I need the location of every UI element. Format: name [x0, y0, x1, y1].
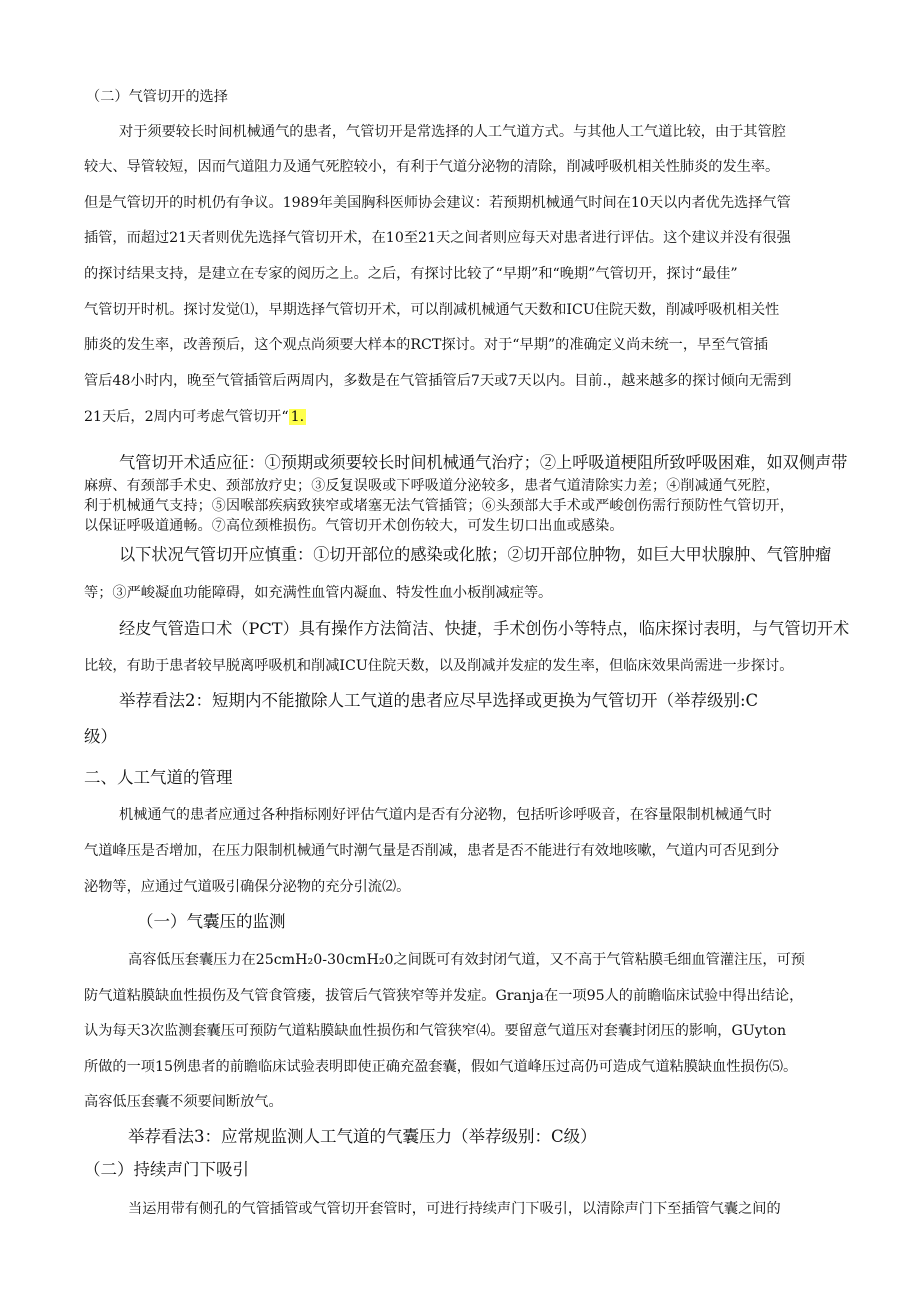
paragraph-line: 的探讨结果支持，是建立在专家的阅历之上。之后，有探讨比较了“早期”和“晚期”气管切开，探讨“最佳”: [84, 266, 738, 282]
recommendation-2: 举荐看法2：短期内不能撤除人工气道的患者应尽早选择或更换为气管切开（举荐级别:C: [119, 691, 759, 710]
paragraph-line: 认为每天3次监测套囊压可预防气道粘膜缺血性损伤和气管狭窄⑷。要留意气道压对套囊封闭压的影响，GUyton: [84, 1023, 787, 1039]
indications-line: 以保证呼吸道通畅。⑦高位颈椎损伤。气管切开术创伤较大，可发生切口出血或感染。: [84, 518, 624, 534]
recommendation-3: 举荐看法3：应常规监测人工气道的气囊压力（举荐级别：C级）: [128, 1127, 597, 1146]
paragraph-line: 所做的一项15例患者的前瞻临床试验表明即使正确充盈套囊，假如气道峰压过高仍可造成气道粘膜缺血性损伤⑸。: [84, 1059, 798, 1075]
section-heading-airway-management: 二、人工气道的管理: [84, 768, 233, 787]
paragraph-line: 高容低压套囊不须要间断放气。: [84, 1094, 283, 1110]
section-heading-tracheotomy-choice: （二）气管切开的选择: [86, 89, 228, 105]
paragraph-line: 管后48小时内，晚至气管插管后两周内，多数是在气管插管后7天或7天以内。目前.，越来越多的探讨倾向无需到: [84, 373, 792, 389]
highlighted-reference: 1.: [290, 409, 305, 425]
paragraph-line: 机械通气的患者应通过各种指标刚好评估气道内是否有分泌物，包括听诊呼吸音，在容量限制机械通气时: [119, 807, 772, 823]
paragraph-line: 泌物等，应通过气道吸引确保分泌物的充分引流⑵。: [84, 879, 411, 895]
contraindications-line: 以下状况气管切开应慎重：①切开部位的感染或化脓；②切开部位肿物，如巨大甲状腺肿、气管肿瘤: [119, 545, 832, 564]
paragraph-line: 当运用带有侧孔的气管插管或气管切开套管时，可进行持续声门下吸引，以清除声门下至插管气囊之间的: [128, 1201, 781, 1217]
subsection-heading-subglottic-suction: （二）持续声门下吸引: [84, 1160, 249, 1179]
indications-line: 气管切开术适应征：①预期或须要较长时间机械通气治疗；②上呼吸道梗阻所致呼吸困难，如双侧声带: [119, 453, 848, 472]
contraindications-line: 等；③严峻凝血功能障碍，如充满性血管内凝血、特发性血小板削减症等。: [84, 585, 553, 601]
paragraph-line: 但是气管切开的时机仍有争议。1989年美国胸科医师协会建议：若预期机械通气时间在10天以内者优先选择气管: [84, 195, 791, 211]
paragraph-line: 高容低压套囊压力在25cmH₂0-30cmH₂0之间既可有效封闭气道，又不高于气管粘膜毛细血管灌注压，可预: [128, 952, 805, 968]
paragraph-line: 气道峰压是否增加，在压力限制机械通气时潮气量是否削减，患者是否不能进行有效地咳嗽，气道内可否见到分: [84, 843, 780, 859]
pct-line: 比较，有助于患者较早脱离呼吸机和削减ICU住院天数，以及削减并发症的发生率，但临床效果尚需进一步探讨。: [84, 658, 794, 674]
paragraph-line: 气管切开时机。探讨发觉⑴，早期选择气管切开术，可以削减机械通气天数和ICU住院天数，削减呼吸机相关性: [84, 302, 780, 318]
indications-line: 麻痹、有颈部手术史、颈部放疗史；③反复误吸或下呼吸道分泌较多，患者气道清除实力差；④削减通气死腔，: [84, 478, 780, 494]
paragraph-line: [84, 407, 306, 427]
paragraph-line: 插管，而超过21天者则优先选择气管切开术，在10至21天之间者则应每天对患者进行评估。这个建议并没有很强: [84, 230, 791, 246]
paragraph-line: 肺炎的发生率，改善预后，这个观点尚须要大样本的RCT探讨。对于“早期”的准确定义尚未统一，早至气管插: [84, 337, 768, 353]
paragraph-line: 较大、导管较短，因而气道阻力及通气死腔较小，有利于气道分泌物的清除，削减呼吸机相关性肺炎的发生率。: [84, 159, 780, 175]
paragraph-line: 防气道粘膜缺血性损伤及气管食管瘘，拔管后气管狭窄等并发症。Granja在一项95人的前瞻临床试验中得出结论，: [84, 988, 804, 1004]
paragraph-line: 对于须要较长时间机械通气的患者，气管切开是常选择的人工气道方式。与其他人工气道比较，由于其管腔: [119, 124, 786, 140]
recommendation-2-cont: 级）: [84, 727, 117, 746]
paragraph-text: 21天后，2周内可考虑气管切开“: [84, 409, 289, 425]
pct-line: 经皮气管造口术（PCT）具有操作方法简洁、快捷，手术创伤小等特点，临床探讨表明，与气管切开术: [119, 619, 850, 638]
subsection-heading-cuff-pressure: （一）气囊压的监测: [137, 912, 286, 931]
indications-line: 利于机械通气支持；⑤因喉部疾病致狭窄或堵塞无法气管插管；⑥头颈部大手术或严峻创伤需行预防性气管切开，: [84, 498, 794, 514]
